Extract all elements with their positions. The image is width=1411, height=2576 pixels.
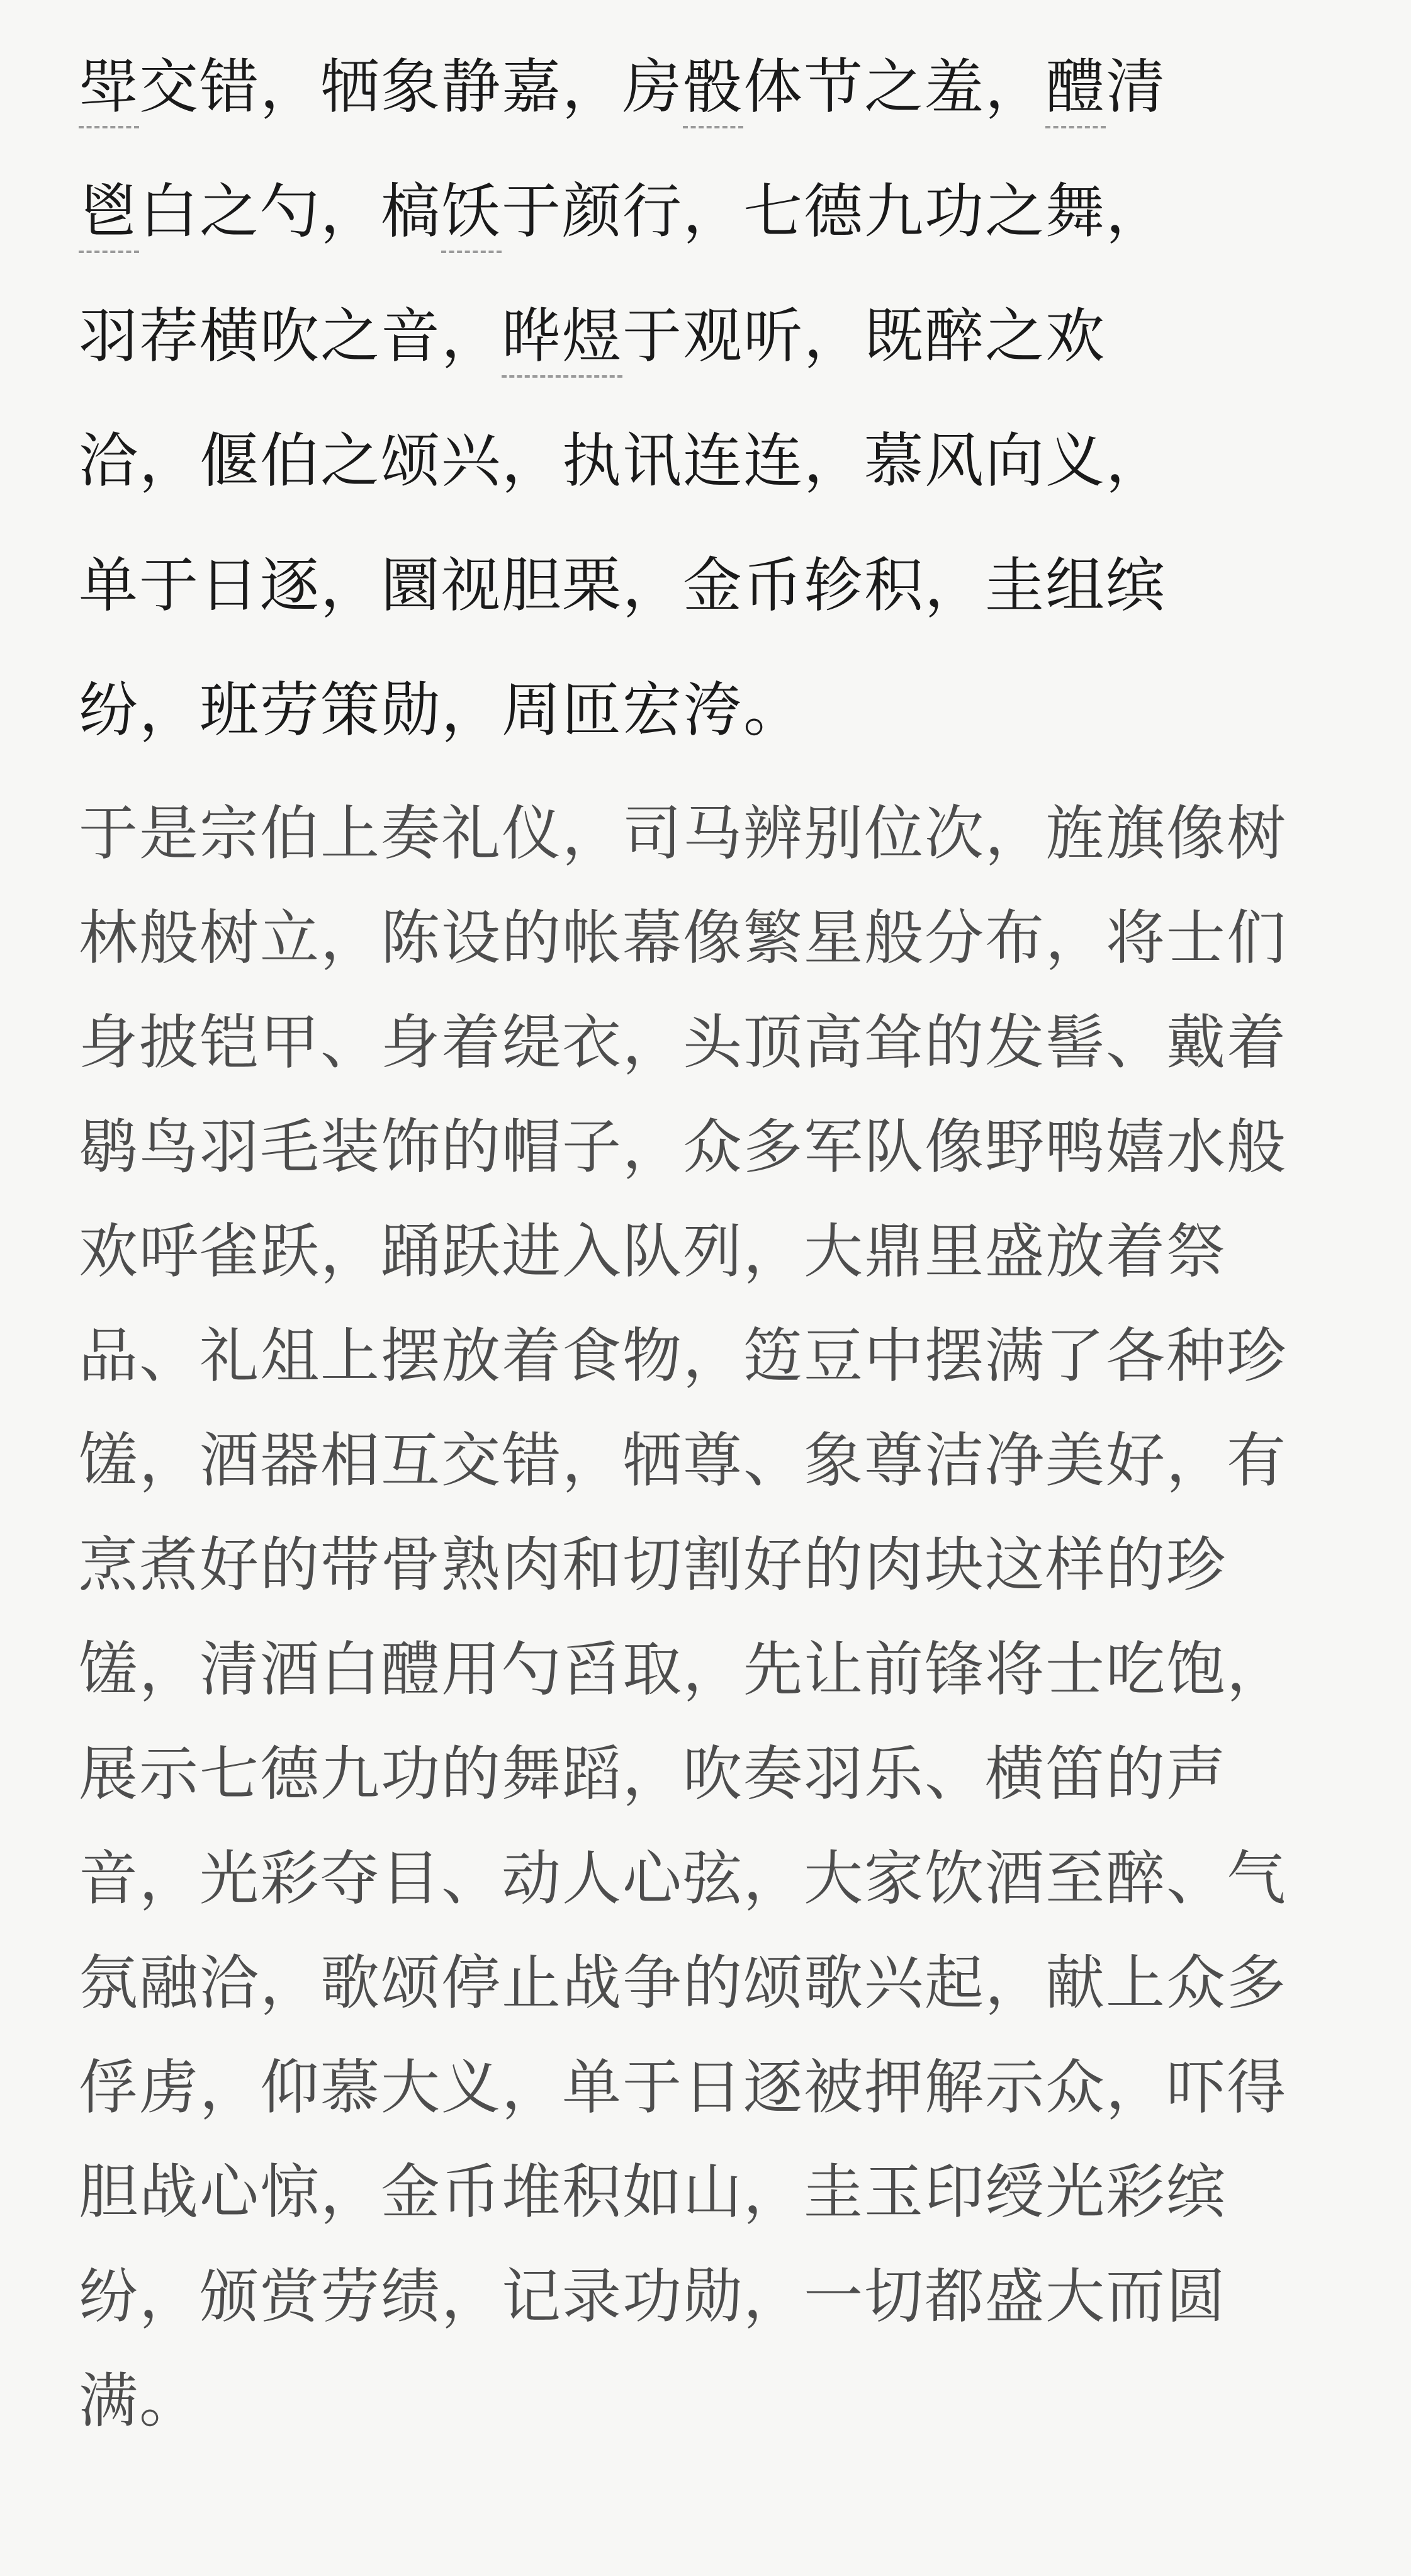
translation-line: 烹煮好的带骨熟肉和切割好的肉块这样的珍: [79, 1531, 1227, 1600]
translation-line: 俘虏，仰慕大义，单于日逐被押解示众，吓得: [79, 2053, 1288, 2122]
translation-line: 林般树立，陈设的帐幕像繁星般分布，将士们: [79, 904, 1288, 973]
translation-line: 身披铠甲、身着缇衣，头顶高耸的发髻、戴着: [79, 1008, 1288, 1077]
original-text-segment: 体节之羞，: [743, 53, 1046, 121]
annotated-term-link[interactable]: 斝: [79, 53, 140, 121]
reader-page: [79, 25, 1337, 2436]
translation-paragraph: [79, 782, 1287, 2454]
translation-line: 纷，颁赏劳绩，记录功勋，一切都盛大而圆: [79, 2262, 1227, 2331]
original-text-segment: 交错，牺象静嘉，房: [139, 53, 683, 121]
translation-line: 于是宗伯上奏礼仪，司马辨别位次，旌旗像树: [79, 799, 1288, 868]
original-text-segment: 羽荐横吹之音，: [79, 302, 502, 371]
translation-line: 馐，清酒白醴用勺舀取，先让前锋将士吃饱，: [79, 1635, 1288, 1704]
original-text-segment: 于颜行，七德九功之舞，: [502, 178, 1167, 246]
translation-line: 馐，酒器相互交错，牺尊、象尊洁净美好，有: [79, 1426, 1288, 1495]
translation-line: 欢呼雀跃，踊跃进入队列，大鼎里盛放着祭: [79, 1217, 1227, 1286]
annotated-term-link[interactable]: 饫: [441, 178, 502, 246]
original-line: [79, 150, 1337, 274]
original-line: [79, 524, 1337, 648]
translation-line: 胆战心惊，金币堆积如山，圭玉印绶光彩缤: [79, 2158, 1227, 2227]
original-text-segment: 单于日逐，圜视胆栗，金币轸积，圭组缤: [79, 551, 1167, 620]
translation-line: 品、礼俎上摆放着食物，笾豆中摆满了各种珍: [79, 1322, 1288, 1391]
original-text-segment: 洽，偃伯之颂兴，执讯连连，慕风向义，: [79, 427, 1167, 495]
annotated-term-link[interactable]: 醴: [1045, 53, 1106, 121]
original-line: [79, 274, 1337, 399]
annotated-term-link[interactable]: 晔煜: [502, 302, 623, 371]
translation-line: 鹖鸟羽毛装饰的帽子，众多军队像野鸭嬉水般: [79, 1113, 1288, 1182]
original-text-segment: 白之勺，槁: [139, 178, 442, 246]
original-text-paragraph: [79, 25, 1337, 773]
annotated-term-link[interactable]: 鬯: [79, 178, 140, 246]
translation-line: 展示七德九功的舞蹈，吹奏羽乐、横笛的声: [79, 1740, 1227, 1809]
original-line: [79, 399, 1337, 524]
translation-line: 音，光彩夺目、动人心弦，大家饮酒至醉、气: [79, 1844, 1288, 1913]
original-text-segment: 清: [1106, 53, 1167, 121]
translation-line: 氛融洽，歌颂停止战争的颂歌兴起，献上众多: [79, 1949, 1288, 2018]
annotated-term-link[interactable]: 骰: [683, 53, 744, 121]
translation-line: 满。: [79, 2367, 200, 2436]
original-line: [79, 25, 1337, 150]
original-text-segment: 纷，班劳策勋，周匝宏洿。: [79, 676, 804, 745]
original-line: [79, 648, 1337, 773]
original-text-segment: 于观听，既醉之欢: [622, 302, 1106, 371]
